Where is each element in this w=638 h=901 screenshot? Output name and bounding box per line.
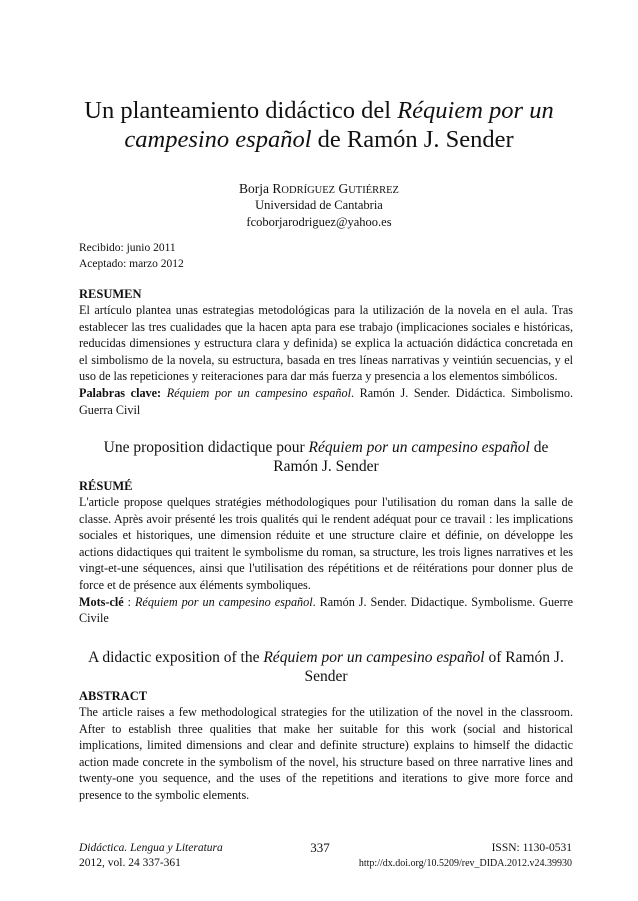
french-title: Une proposition didactique pour Réquiem por un campesino español de Ramón J. Sender — [103, 439, 549, 475]
article-title: Un planteamiento didáctico del Réquiem por un campesino español de Ramón J. Sender — [84, 97, 554, 153]
author-affiliation — [150, 197, 488, 231]
french-keywords: Mots-clé : Réquiem por un campesino español. Ramón J. Sender. Didactique. Symbolisme. Guerre Civile — [79, 594, 573, 626]
doi-link[interactable]: http://dx.doi.org/10.5209/rev_DIDA.2012.v24.39930 — [358, 858, 572, 869]
footer-journal — [79, 841, 223, 871]
resume-heading: RÉSUMÉ — [79, 479, 133, 493]
resumen-heading: RESUMEN — [79, 287, 142, 301]
journal-name: Didáctica. Lengua y Literatura — [79, 842, 223, 854]
author-name: Borja RODRÍGUEZ GUTIÉRREZ — [239, 181, 399, 196]
resumen-text: El artículo plantea unas estrategias metodológicas para la utilización de la novela en el aula. Tras establecer las tres cualidades que la hacen apta para ese trabajo (implicaciones sociales e históricas, reducidas dimensiones y estructura clara y definida) se explica la actuación didáctica concretada en el simbolismo de la novela, su estructura, basada en tres líneas narrativas y veintiún secuencias, y el uso de las repeticiones y reiteraciones para dar más fuerza y presencia a los elementos simbólicos. — [79, 303, 573, 384]
french-abstract — [79, 438, 573, 627]
english-abstract — [79, 648, 573, 804]
received-date: Recibido: junio 2011 — [79, 242, 176, 254]
abstract-heading: ABSTRACT — [79, 689, 148, 703]
accepted-date: Aceptado: marzo 2012 — [79, 258, 184, 270]
spanish-abstract — [79, 286, 573, 418]
resume-text: L'article propose quelques stratégies méthodologiques pour l'utilisation du roman dans la salle de classe. Après avoir présenté les trois qualités qui le rendent adéquat pour ce travail : les implications sociales et historiques, une dimension réduite et une structure claire et définie, on développe les actions didactiques qui traitent le symbolisme du roman, sa structure, les trois lignes narratives et les vingt-et-une séquences, ainsi que l'utilisation des répétitions et de réitérations pour donner plus de force et de présence aux éléments symboliques. — [79, 495, 573, 592]
spanish-keywords: Palabras clave: Réquiem por un campesino español. Ramón J. Sender. Didáctica. Simbolismo. Guerra Civil — [79, 385, 573, 417]
author-email[interactable]: fcoborjarodriguez@yahoo.es — [246, 215, 392, 229]
journal-volume: 2012, vol. 24 337-361 — [79, 857, 181, 869]
page-number: 337 — [310, 840, 330, 855]
submission-dates — [79, 240, 184, 272]
university: Universidad de Cantabria — [255, 198, 383, 212]
abstract-text: The article raises a few methodological strategies for the utilization of the novel in the classroom. After to establish three qualities that make her suitable for this work (social and historical implications, limited dimensions and clear and definite structure) explains to himself the didactic action made concrete in the symbolism of the novel, his structure based on three narrative lines and twenty-one you sequence, and the uses of the repetitions and iterations to give more force and presence to the symbolic elements. — [79, 705, 573, 802]
issn: ISSN: 1130-0531 — [491, 842, 572, 854]
footer-issn — [359, 841, 572, 871]
english-title: A didactic exposition of the Réquiem por un campesino español of Ramón J. Sender — [88, 649, 564, 685]
